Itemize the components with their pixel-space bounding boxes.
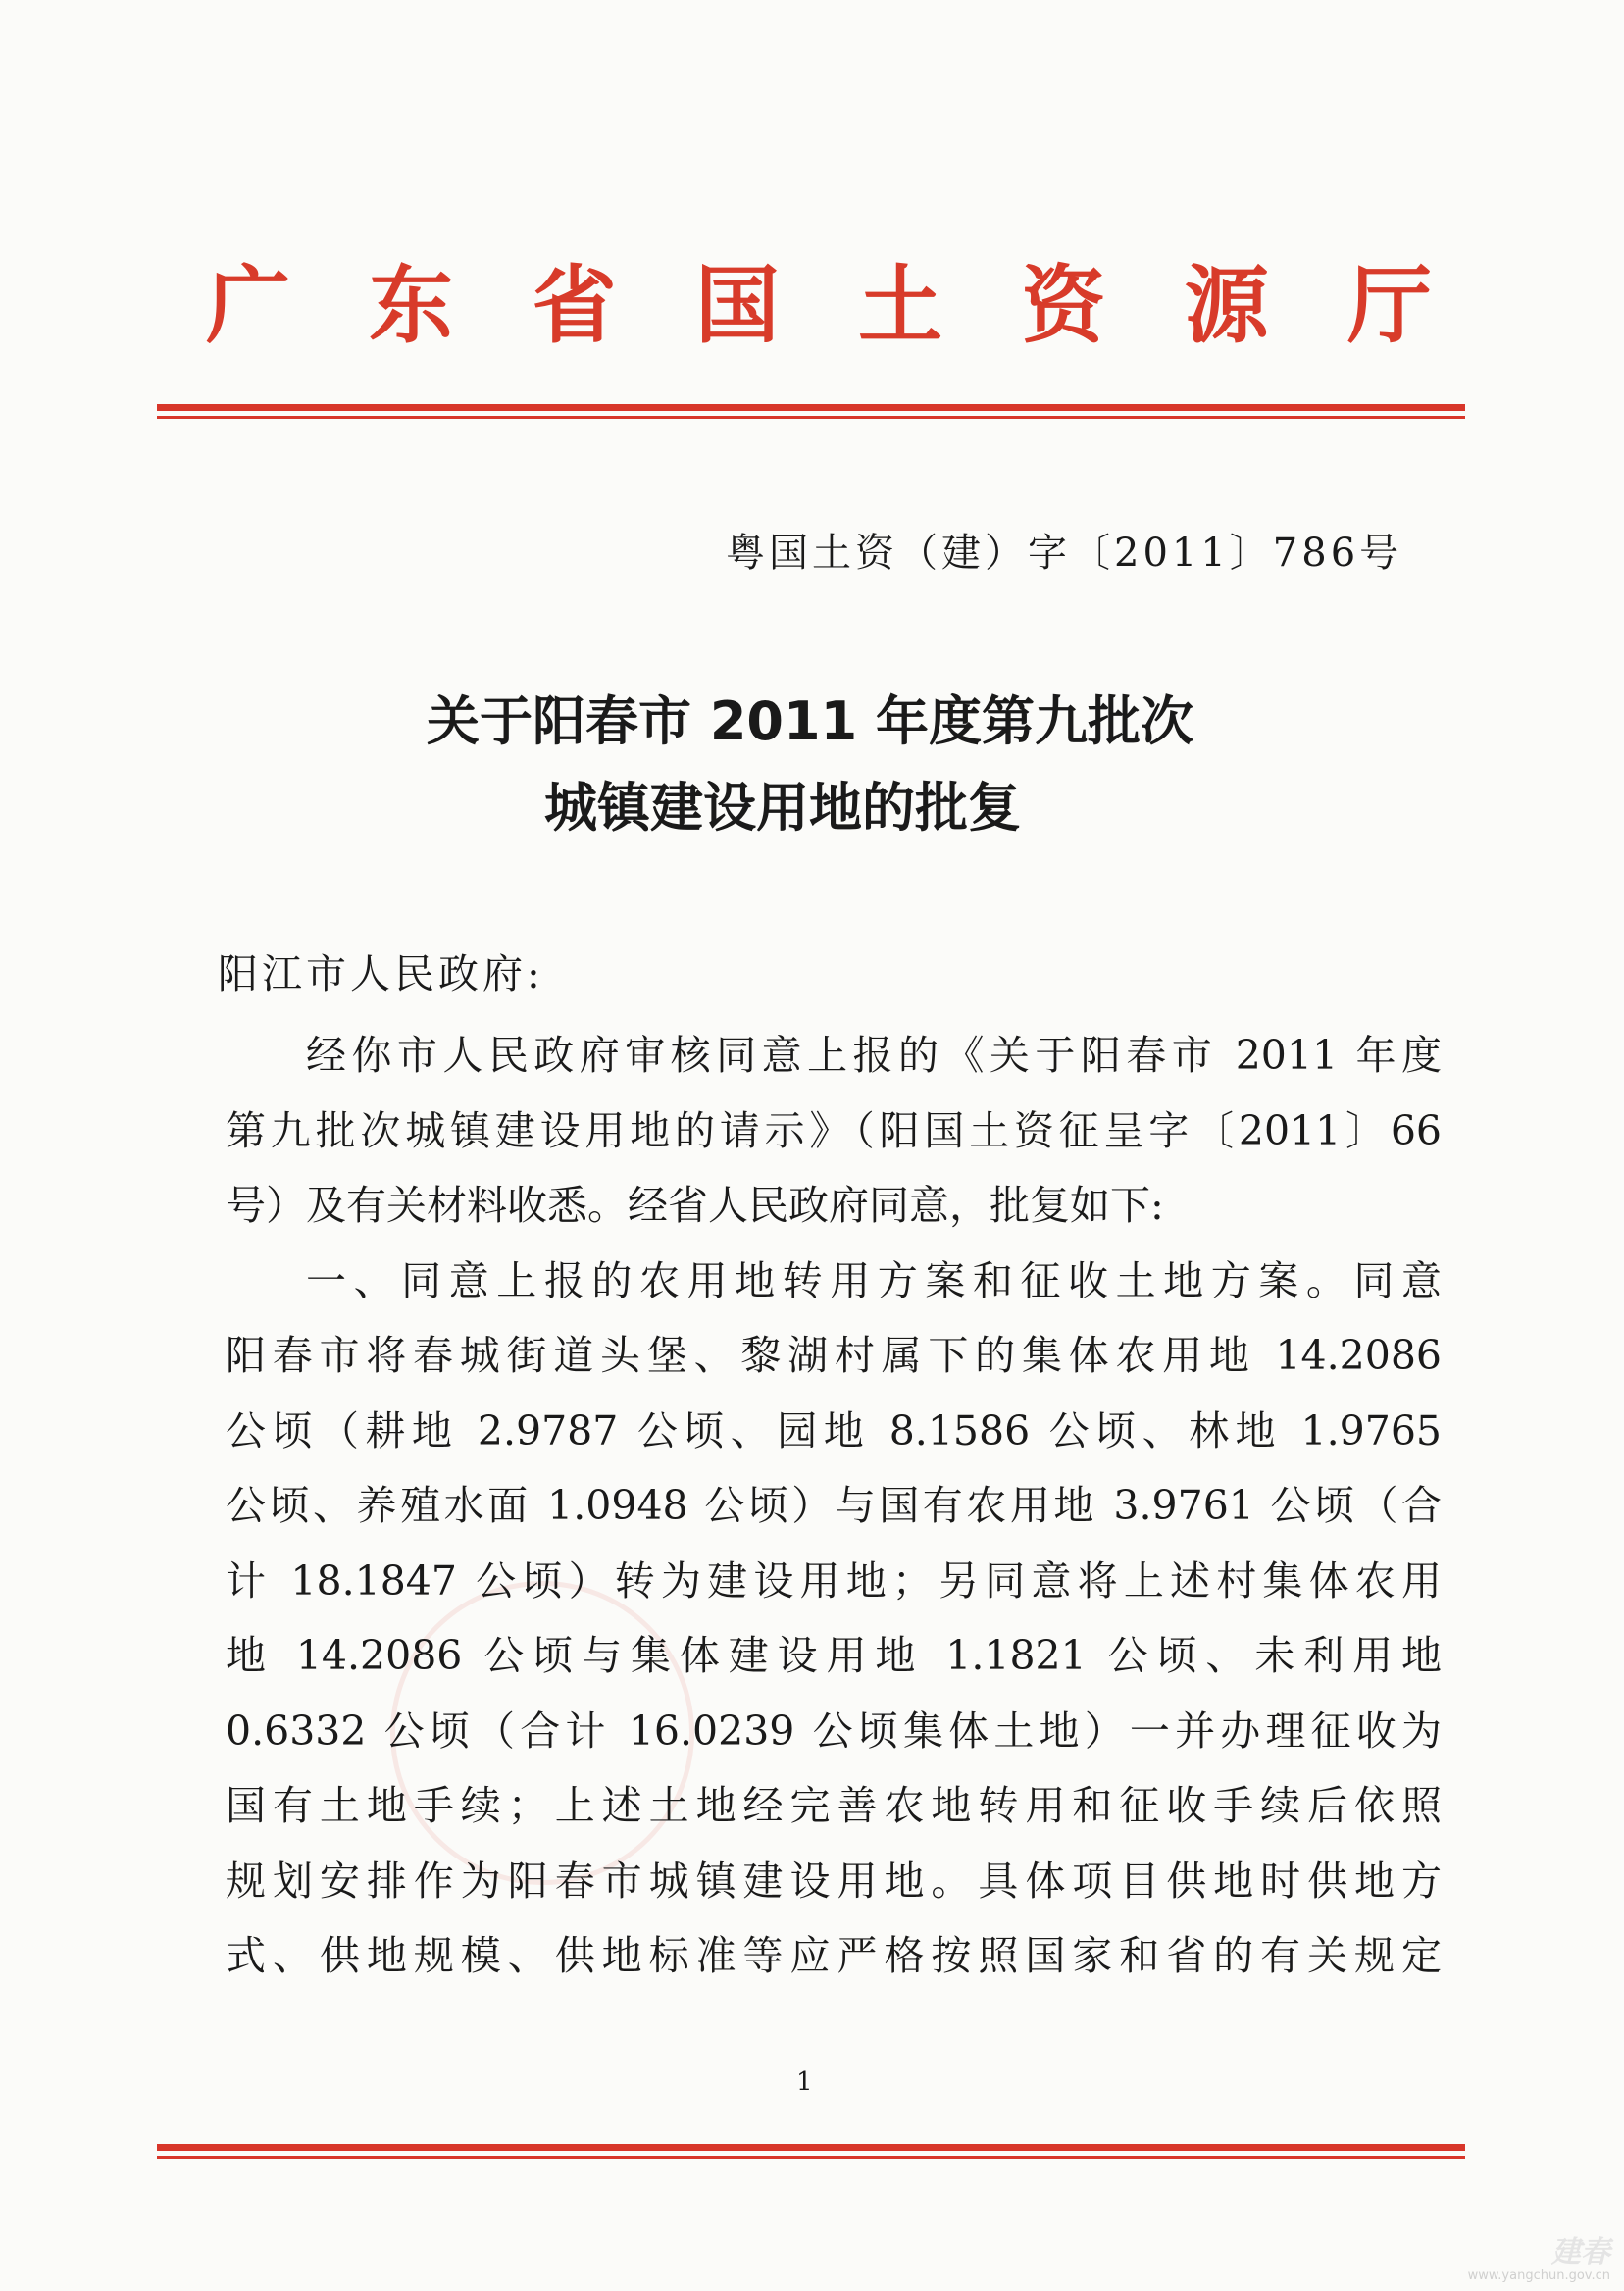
rule-thin-line — [157, 2156, 1465, 2159]
header-char: 源 — [1184, 257, 1269, 355]
header-char: 广 — [206, 257, 290, 355]
header-char: 国 — [694, 257, 780, 355]
body-line: 公顷、养殖水面 1.0948 公顷）与国有农用地 3.9761 公顷（合 — [226, 1482, 1442, 1529]
body-line: 规划安排作为阳春市城镇建设用地。具体项目供地时供地方 — [226, 1857, 1442, 1905]
body-line: 一、同意上报的农用地转用方案和征收土地方案。同意 — [306, 1256, 1442, 1304]
body-line: 国有土地手续；上述土地经完善农地转用和征收手续后依照 — [226, 1782, 1442, 1829]
site-watermark — [1468, 2227, 1610, 2283]
document-number: 粤国土资（建）字〔2011〕786号 — [726, 531, 1403, 576]
body-line: 地 14.2086 公顷与集体建设用地 1.1821 公顷、未利用地 — [226, 1632, 1442, 1679]
header-char: 省 — [532, 257, 617, 355]
rule-thin-line — [157, 416, 1465, 419]
header-char: 土 — [858, 257, 943, 355]
body-line: 号）及有关材料收悉。经省人民政府同意，批复如下: — [226, 1182, 1164, 1229]
footer-red-rule — [157, 2144, 1465, 2159]
page-number: 1 — [796, 2067, 813, 2097]
body-line: 经你市人民政府审核同意上报的《关于阳春市 2011 年度 — [306, 1032, 1442, 1079]
header-char: 资 — [1021, 257, 1106, 355]
body-line: 公顷（耕地 2.9787 公顷、园地 8.1586 公顷、林地 1.9765 — [226, 1406, 1442, 1454]
title-line-1: 关于阳春市 2011 年度第九批次 — [427, 690, 1193, 752]
body-line: 计 18.1847 公顷）转为建设用地；另同意将上述村集体农用 — [226, 1556, 1442, 1604]
body-line: 0.6332 公顷（合计 16.0239 公顷集体土地）一并办理征收为 — [226, 1706, 1442, 1755]
header-char: 东 — [369, 257, 454, 355]
rule-thick-line — [157, 404, 1465, 411]
header-red-rule — [157, 404, 1465, 419]
body-line: 阳春市将春城街道头堡、黎湖村属下的集体农用地 14.2086 — [226, 1332, 1442, 1379]
watermark-url: www.yangchun.gov.cn — [1467, 2268, 1610, 2283]
header-char: 厅 — [1346, 257, 1432, 355]
issuing-authority-header — [206, 257, 1432, 355]
watermark-logo: 建春 — [1551, 2235, 1610, 2269]
document-title — [0, 679, 1624, 851]
addressee: 阳江市人民政府: — [218, 950, 544, 997]
title-line-2: 城镇建设用地的批复 — [544, 777, 1021, 839]
document-body — [226, 1018, 1442, 1994]
body-line: 式、供地规模、供地标准等应严格按照国家和省的有关规定 — [226, 1932, 1442, 1979]
rule-thick-line — [157, 2144, 1465, 2151]
body-line: 第九批次城镇建设用地的请示》（阳国土资征呈字〔2011〕66 — [226, 1106, 1442, 1154]
